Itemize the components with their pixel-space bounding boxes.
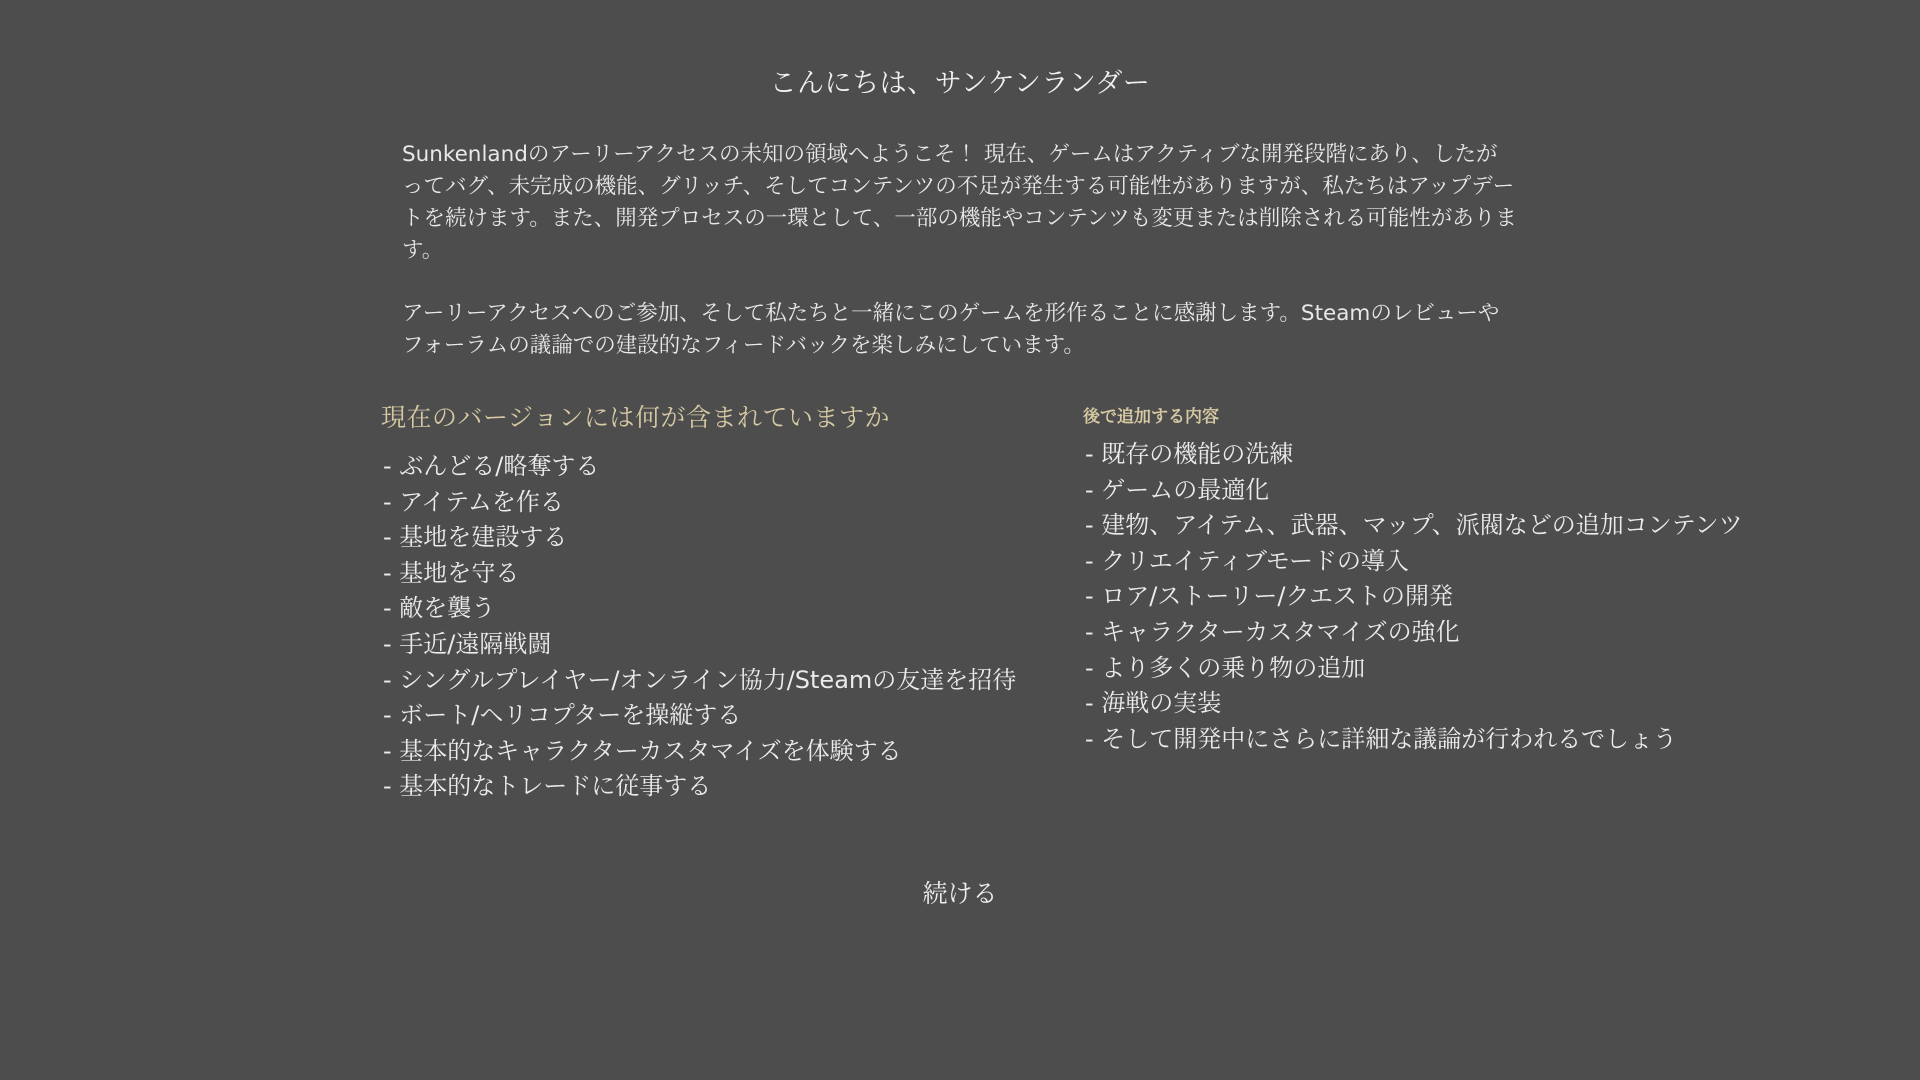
intro-text bbox=[402, 139, 1517, 362]
list-item: - 基本的なキャラクターカスタマイズを体験する bbox=[383, 736, 902, 765]
coming-later-list bbox=[1085, 437, 1845, 757]
list-item: - シングルプレイヤー/オンライン協力/Steamの友達を招待 bbox=[383, 665, 1017, 694]
list-item: - クリエイティブモードの導入 bbox=[1085, 546, 1409, 575]
list-item: - アイテムを作る bbox=[383, 487, 564, 516]
list-item: - 既存の機能の洗練 bbox=[1085, 440, 1294, 468]
intro-paragraph-2: アーリーアクセスへのご参加、そして私たちと一緒にこのゲームを形作ることに感謝します。Steamのレビューやフォーラムの議論での建設的なフィードバックを楽しみにしています。 bbox=[402, 301, 1500, 358]
intro-paragraph-1: Sunkenlandのアーリーアクセスの未知の領域へようこそ！ 現在、ゲームはアクティブな開発段階にあり、したがってバグ、未完成の機能、グリッチ、そしてコンテンツの不足が発生する可能性がありますが、私たちはアップデートを続けます。また、開発プロセスの一環として、一部の機能やコンテンツも変更または削除される可能性があります。 bbox=[402, 142, 1517, 263]
current-version-heading: 現在のバージョンには何が含まれていますか bbox=[381, 403, 891, 432]
continue-button[interactable]: 続ける bbox=[0, 876, 1920, 912]
list-item: - そして開発中にさらに詳細な議論が行われるでしょう bbox=[1085, 724, 1678, 753]
list-item: - 基地を建設する bbox=[383, 523, 568, 552]
list-item: - 基本的なトレードに従事する bbox=[383, 772, 712, 801]
list-item: - 建物、アイテム、武器、マップ、派閥などの追加コンテンツ bbox=[1085, 511, 1743, 540]
list-item: - 手近/遠隔戦闘 bbox=[383, 629, 552, 658]
page-title: こんにちは、サンケンランダー bbox=[769, 68, 1151, 99]
list-item: - 海戦の実装 bbox=[1085, 689, 1222, 718]
list-item: - ボート/ヘリコプターを操縦する bbox=[383, 701, 742, 730]
list-item: - ゲームの最適化 bbox=[1085, 475, 1270, 504]
list-item: - より多くの乗り物の追加 bbox=[1085, 653, 1366, 682]
coming-later-heading: 後で追加する内容 bbox=[1083, 407, 1219, 427]
list-item: - キャラクターカスタマイズの強化 bbox=[1085, 617, 1460, 646]
list-item: - ぶんどる/略奪する bbox=[383, 452, 600, 480]
list-item: - 基地を守る bbox=[383, 558, 520, 587]
list-item: - ロア/ストーリー/クエストの開発 bbox=[1085, 582, 1453, 611]
current-version-list bbox=[383, 449, 1083, 805]
list-item: - 敵を襲う bbox=[383, 594, 496, 623]
